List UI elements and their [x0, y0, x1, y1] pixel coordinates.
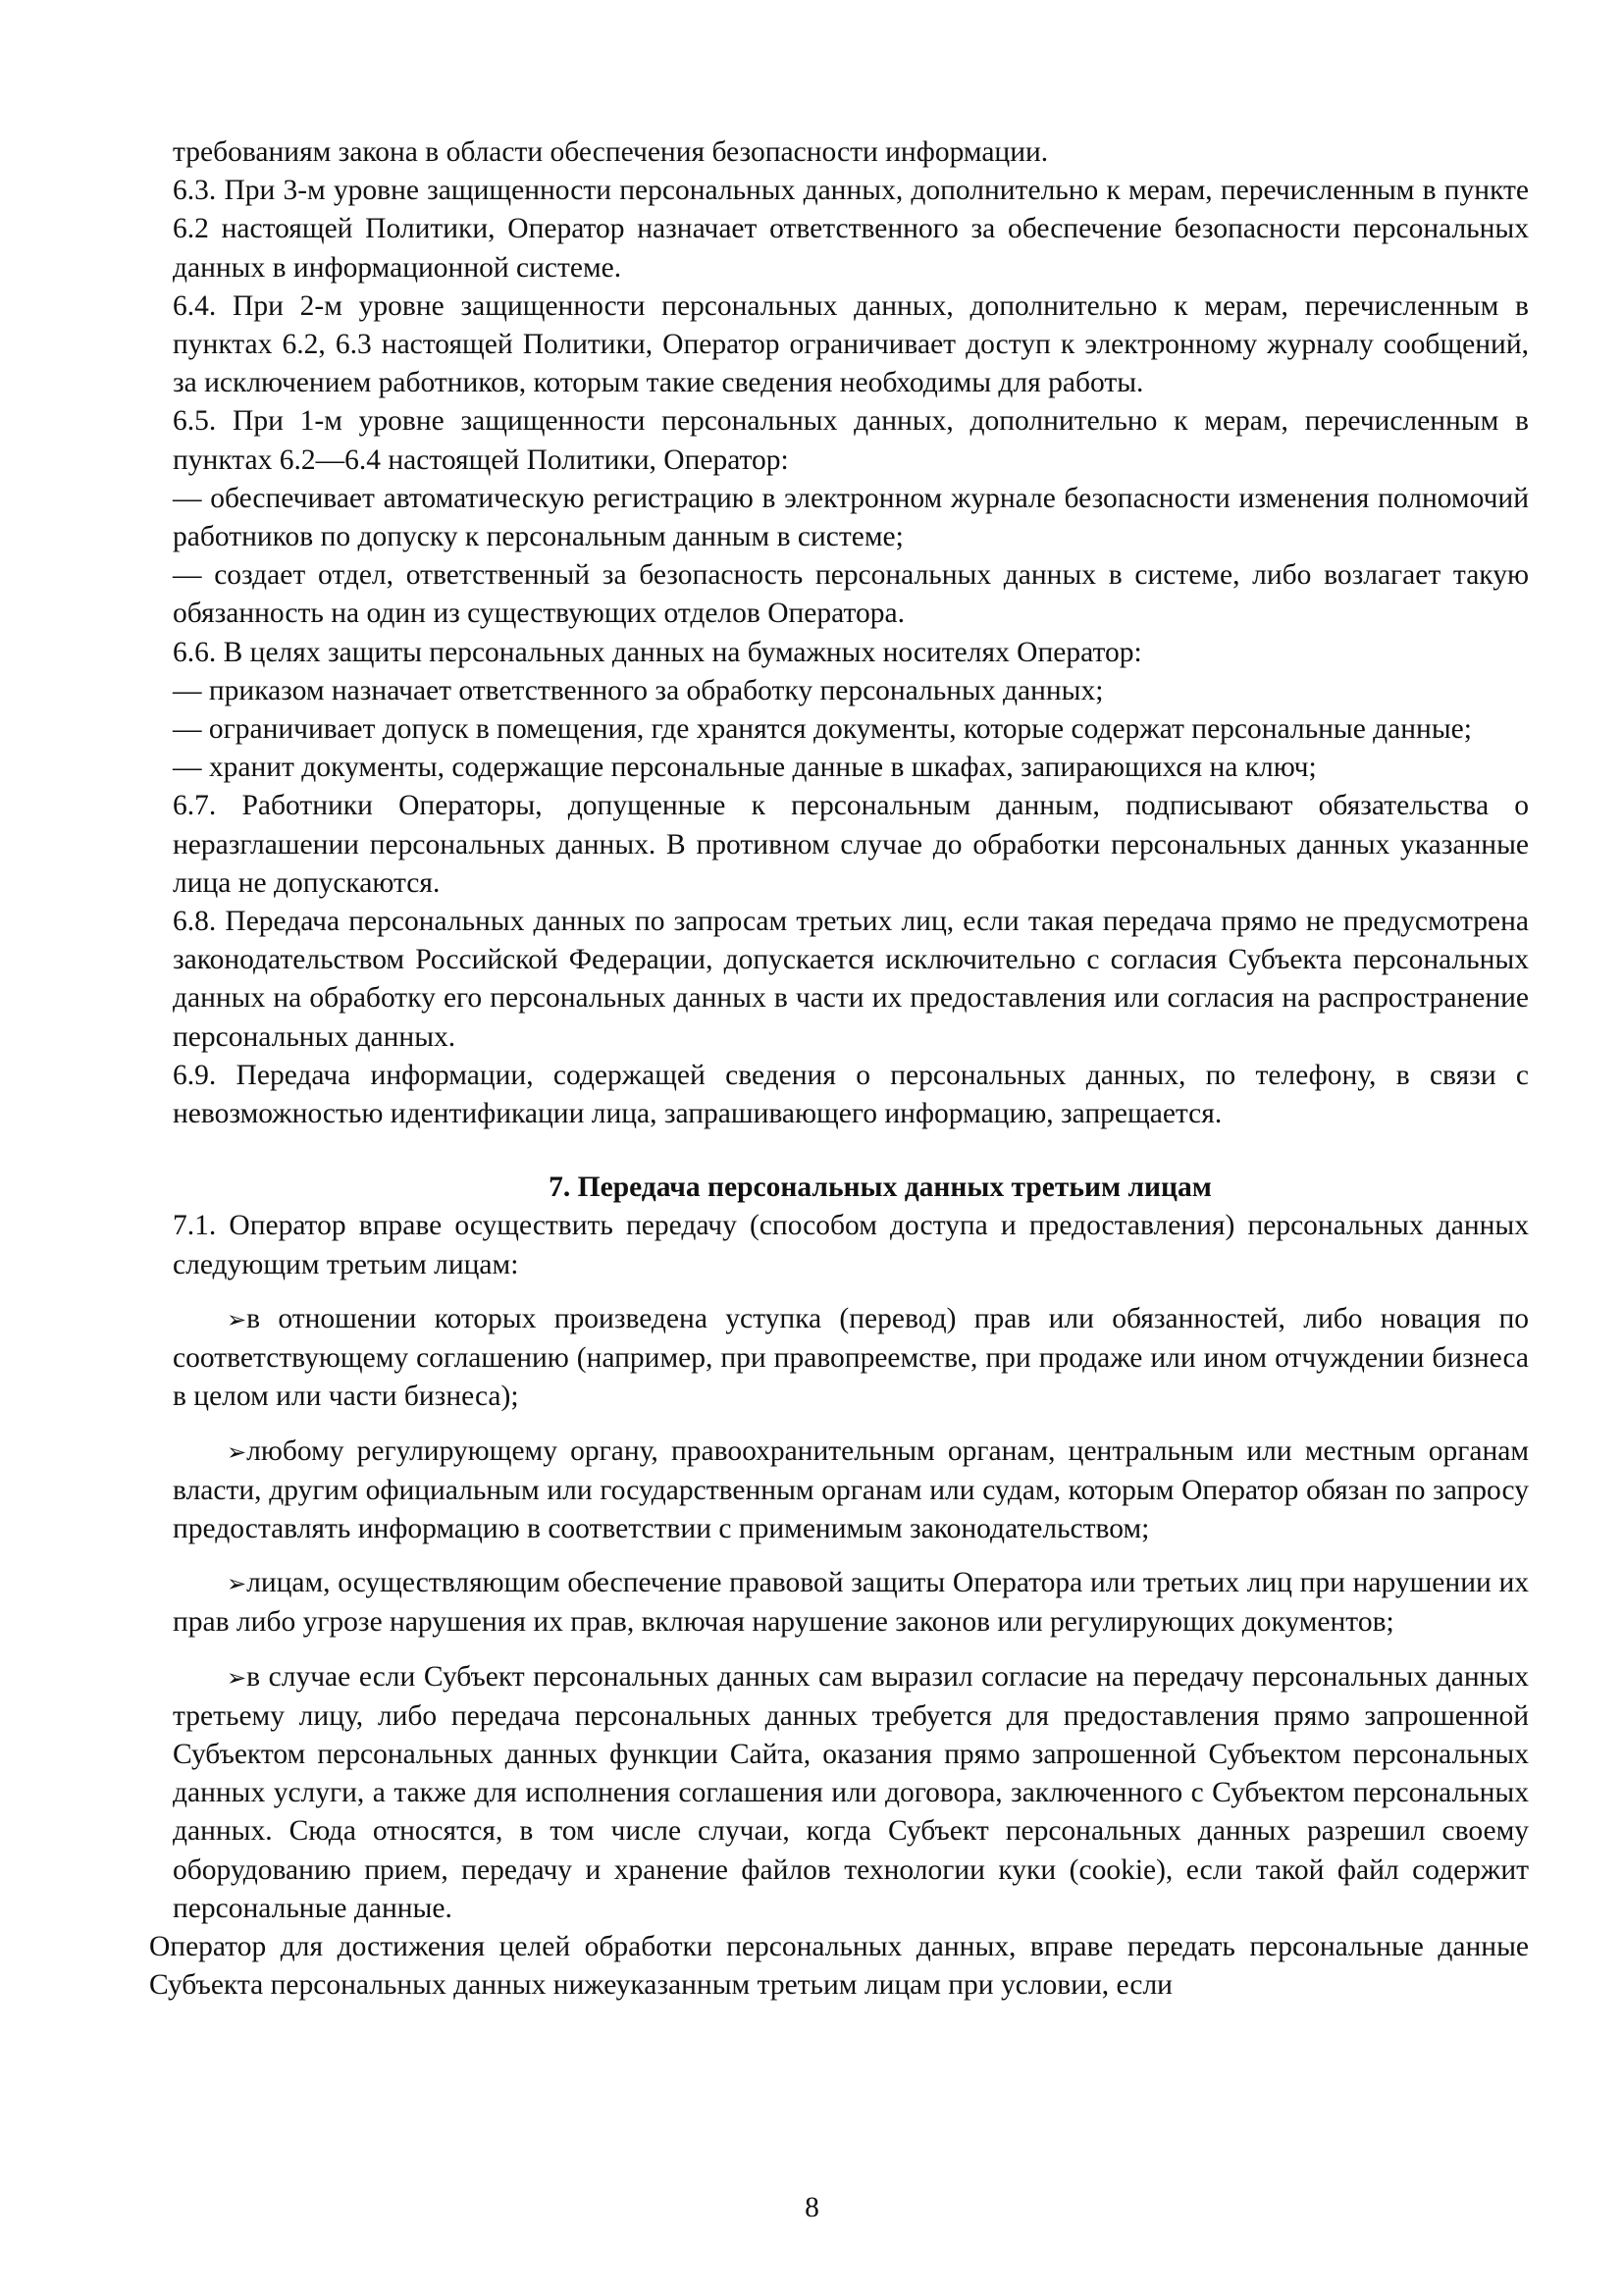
paragraph-6-9: 6.9. Передача информации, содержащей сведения о персональных данных, по телефону, в связи с невозможностью идентификации лица, запрашивающего информацию, запрещается. — [173, 1059, 1529, 1130]
paragraph-6-6: 6.6. В целях защиты персональных данных на бумажных носителях Оператор: — [173, 636, 1142, 668]
list-item-text: любому регулирующему органу, правоохранительным органам, центральным или местным органам власти, другим официальным или государственным органам или судам, которым Оператор обязан по запросу предоставлять информацию в соответствии с применимым законодательством; — [173, 1434, 1529, 1544]
paragraph-6-4: 6.4. При 2-м уровне защищенности персональных данных, дополнительно к мерам, перечисленным в пунктах 6.2, 6.3 настоящей Политики, Оператор ограничивает доступ к электронному журналу сообщений, за исключением работников, которым такие сведения необходимы для работы. — [173, 289, 1529, 399]
section-6-continuation — [173, 133, 1529, 1133]
closing-paragraph: Оператор для достижения целей обработки персональных данных, вправе передать персональные данные Субъекта персональных данных нижеуказанным третьим лицам при условии, если — [149, 1930, 1529, 2002]
dash-item: — приказом назначает ответственного за обработку персональных данных; — [173, 674, 1104, 706]
arrow-bullet-icon: ➢ — [227, 1437, 247, 1466]
arrow-bullet-icon: ➢ — [227, 1305, 247, 1333]
paragraph: требованиям закона в области обеспечения безопасности информации. — [173, 136, 1049, 168]
list-item — [173, 1300, 1529, 1417]
paragraph-7-1: 7.1. Оператор вправе осуществить передачу (способом доступа и предоставления) персональных данных следующим третьим лицам: — [173, 1210, 1529, 1280]
list-item — [173, 1564, 1529, 1642]
arrow-bullet-icon: ➢ — [227, 1663, 247, 1692]
dash-item: — обеспечивает автоматическую регистрацию в электронном журнале безопасности изменения полномочий работников по допуску к персональным данным в системе; — [173, 482, 1529, 553]
bullet-list — [173, 1300, 1529, 1928]
list-item-text: лицам, осуществляющим обеспечение правовой защиты Оператора или третьих лиц при нарушении их прав либо угрозе нарушения их прав, включая нарушение законов или регулирующих документов; — [173, 1567, 1529, 1639]
section-7-heading: 7. Передача персональных данных третьим лицам — [549, 1172, 1212, 1204]
page-number: 8 — [805, 2192, 819, 2223]
list-item — [173, 1433, 1529, 1549]
paragraph-6-3: 6.3. При 3-м уровне защищенности персональных данных, дополнительно к мерам, перечисленным в пункте 6.2 настоящей Политики, Оператор назначает ответственного за обеспечение безопасности персональных данных в информационной системе. — [173, 175, 1529, 284]
list-item-text: в отношении которых произведена уступка (перевод) прав или обязанностей, либо новация по соответствующему соглашению (например, при правопреемстве, при продаже или ином отчуждении бизнеса в целом или части бизнеса); — [173, 1302, 1529, 1413]
paragraph-6-8: 6.8. Передача персональных данных по запросам третьих лиц, если такая передача прямо не предусмотрена законодательством Российской Федерации, допускается исключительно с согласия Субъекта персональных данных на обработку его персональных данных в части их предоставления или согласия на распространение персональных данных. — [173, 906, 1529, 1053]
list-item-text: в случае если Субъект персональных данных сам выразил согласие на передачу персональных данных третьему лицу, либо передача персональных данных требуется для предоставления прямо запрошенной Субъектом персональных данных функции Сайта, оказания прямо запрошенной Субъектом персональных данных услуги, а также для исполнения соглашения или договора, заключенного с Субъектом персональных данных. Сюда относятся, в том числе случаи, когда Субъект персональных данных разрешил своему оборудованию прием, передачу и хранение файлов технологии куки (cookie), если такой файл содержит персональные данные. — [173, 1660, 1529, 1924]
dash-item: — ограничивает допуск в помещения, где хранятся документы, которые содержат персональные данные; — [173, 713, 1472, 746]
list-item — [173, 1658, 1529, 1928]
dash-item: — хранит документы, содержащие персональные данные в шкафах, запирающихся на ключ; — [173, 752, 1317, 784]
document-body — [149, 133, 1529, 2005]
paragraph-6-5: 6.5. При 1-м уровне защищенности персональных данных, дополнительно к мерам, перечисленным в пунктах 6.2—6.4 настоящей Политики, Оператор: — [173, 405, 1529, 476]
arrow-bullet-icon: ➢ — [227, 1570, 247, 1598]
dash-item: — создает отдел, ответственный за безопасность персональных данных в системе, либо возлагает такую обязанность на один из существующих отделов Оператора. — [173, 559, 1529, 630]
paragraph-6-7: 6.7. Работники Операторы, допущенные к персональным данным, подписывают обязательства о неразглашении персональных данных. В противном случае до обработки персональных данных указанные лица не допускаются. — [173, 790, 1529, 899]
